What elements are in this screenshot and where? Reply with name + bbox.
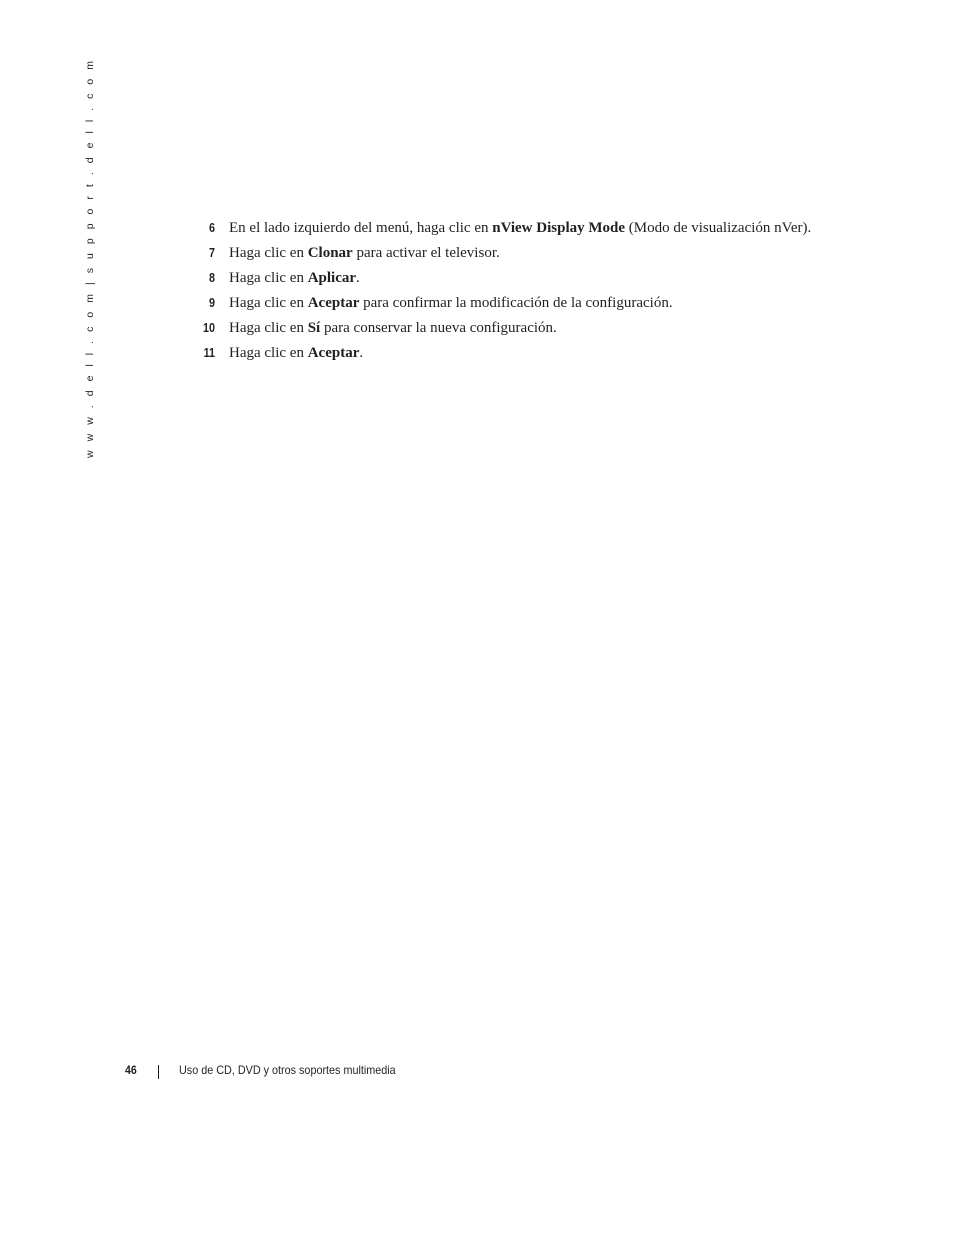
step-item (190, 269, 820, 288)
step-text: Haga clic en (229, 295, 308, 311)
ui-term: Sí (307, 320, 321, 336)
step-number: 8 (209, 271, 215, 285)
step-text: Haga clic en (229, 345, 308, 361)
ui-term: Aplicar (307, 270, 357, 286)
step-text: Haga clic en (229, 320, 308, 336)
ui-term: Aceptar (307, 345, 360, 361)
step-number: 11 (203, 346, 215, 360)
step-item (190, 294, 820, 313)
step-text: para confirmar la modificación de la configuración. (359, 295, 673, 311)
ui-term: Aceptar (307, 295, 360, 311)
step-item (190, 244, 820, 263)
step-number: 6 (209, 221, 215, 235)
step-number: 7 (209, 246, 215, 260)
step-number: 10 (203, 321, 215, 335)
chapter-title: Uso de CD, DVD y otros soportes multimedia (179, 1063, 396, 1077)
page-number: 46 (125, 1063, 137, 1077)
step-text: para activar el televisor. (352, 245, 500, 261)
page-footer (0, 1061, 954, 1081)
step-item (190, 319, 820, 338)
step-text: . (356, 270, 360, 286)
step-text: . (359, 345, 364, 361)
step-item (190, 344, 820, 363)
step-text: (Modo de visualización nVer). (625, 220, 812, 236)
step-text: Haga clic en (229, 245, 308, 261)
step-text: En el lado izquierdo del menú, haga clic en (229, 220, 493, 236)
step-number: 9 (209, 296, 215, 310)
ui-term: nView Display Mode (492, 220, 626, 236)
ui-term: Clonar (307, 245, 353, 261)
step-list (190, 219, 820, 369)
step-text: Haga clic en (229, 270, 308, 286)
step-text: para conservar la nueva configuración. (320, 320, 557, 336)
step-item (190, 219, 820, 238)
sidebar-url: w w w . d e l l . c o m | s u p p o r t . d e l l . c o m (84, 57, 96, 458)
footer-divider (158, 1065, 159, 1079)
